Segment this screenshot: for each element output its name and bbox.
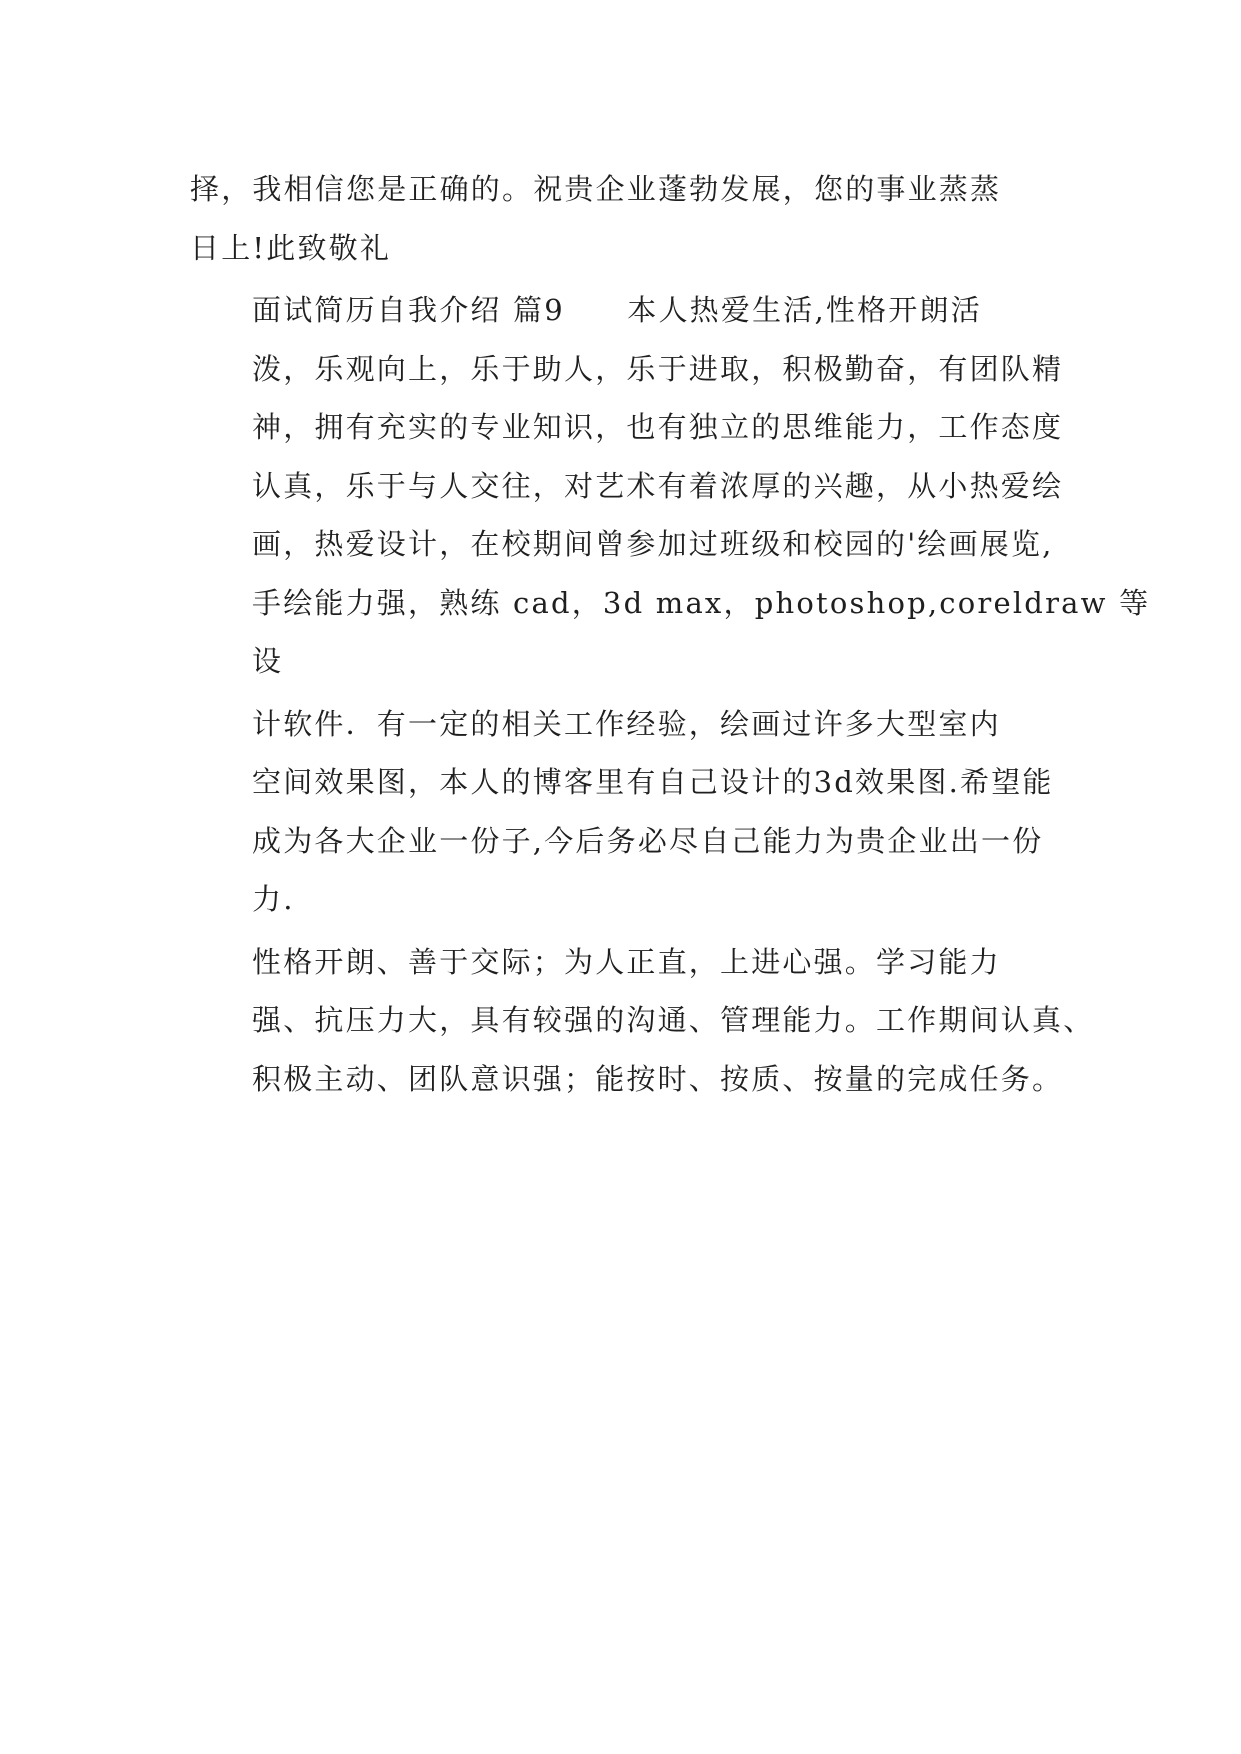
text-line: 认真，乐于与人交往，对艺术有着浓厚的兴趣，从小热爱绘	[252, 468, 1064, 503]
text-line: 空间效果图，本人的博客里有自己设计的3d效果图.希望能	[252, 765, 1054, 799]
text-line: 手绘能力强，熟练 cad，3d max，photoshop,coreldraw 等	[252, 585, 1151, 620]
text-line: 画，热爱设计，在校期间曾参加过班级和校园的'绘画展览,	[252, 527, 1054, 561]
document-body	[190, 160, 1151, 1112]
text-line: 成为各大企业一份子,今后务必尽自己能力为贵企业出一份	[252, 823, 1044, 858]
paragraph-personality	[190, 933, 1095, 1109]
text-line: 神，拥有充实的专业知识，也有独立的思维能力，工作态度	[252, 410, 1064, 444]
paragraph-self-introduction	[190, 281, 1151, 691]
paragraph-closing	[190, 160, 1050, 277]
text-line: 泼，乐观向上，乐于助人，乐于进取，积极勤奋，有团队精	[252, 351, 1064, 386]
text-line: 设	[252, 644, 284, 678]
text-line: 面试简历自我介绍 篇9 本人热爱生活,性格开朗活	[252, 293, 982, 327]
text-line: 强、抗压力大，具有较强的沟通、管理能力。工作期间认真、	[252, 1003, 1095, 1037]
text-line: 日上!此致敬礼	[190, 230, 392, 265]
paragraph-software-experience	[190, 695, 1054, 929]
text-line: 择，我相信您是正确的。祝贵企业蓬勃发展，您的事业蒸蒸	[190, 172, 1002, 206]
text-line: 力.	[252, 882, 295, 916]
text-line: 计软件．有一定的相关工作经验，绘画过许多大型室内	[252, 706, 1001, 741]
text-line: 积极主动、团队意识强；能按时、按质、按量的完成任务。	[252, 1061, 1064, 1096]
text-line: 性格开朗、善于交际；为人正直，上进心强。学习能力	[252, 944, 1001, 979]
